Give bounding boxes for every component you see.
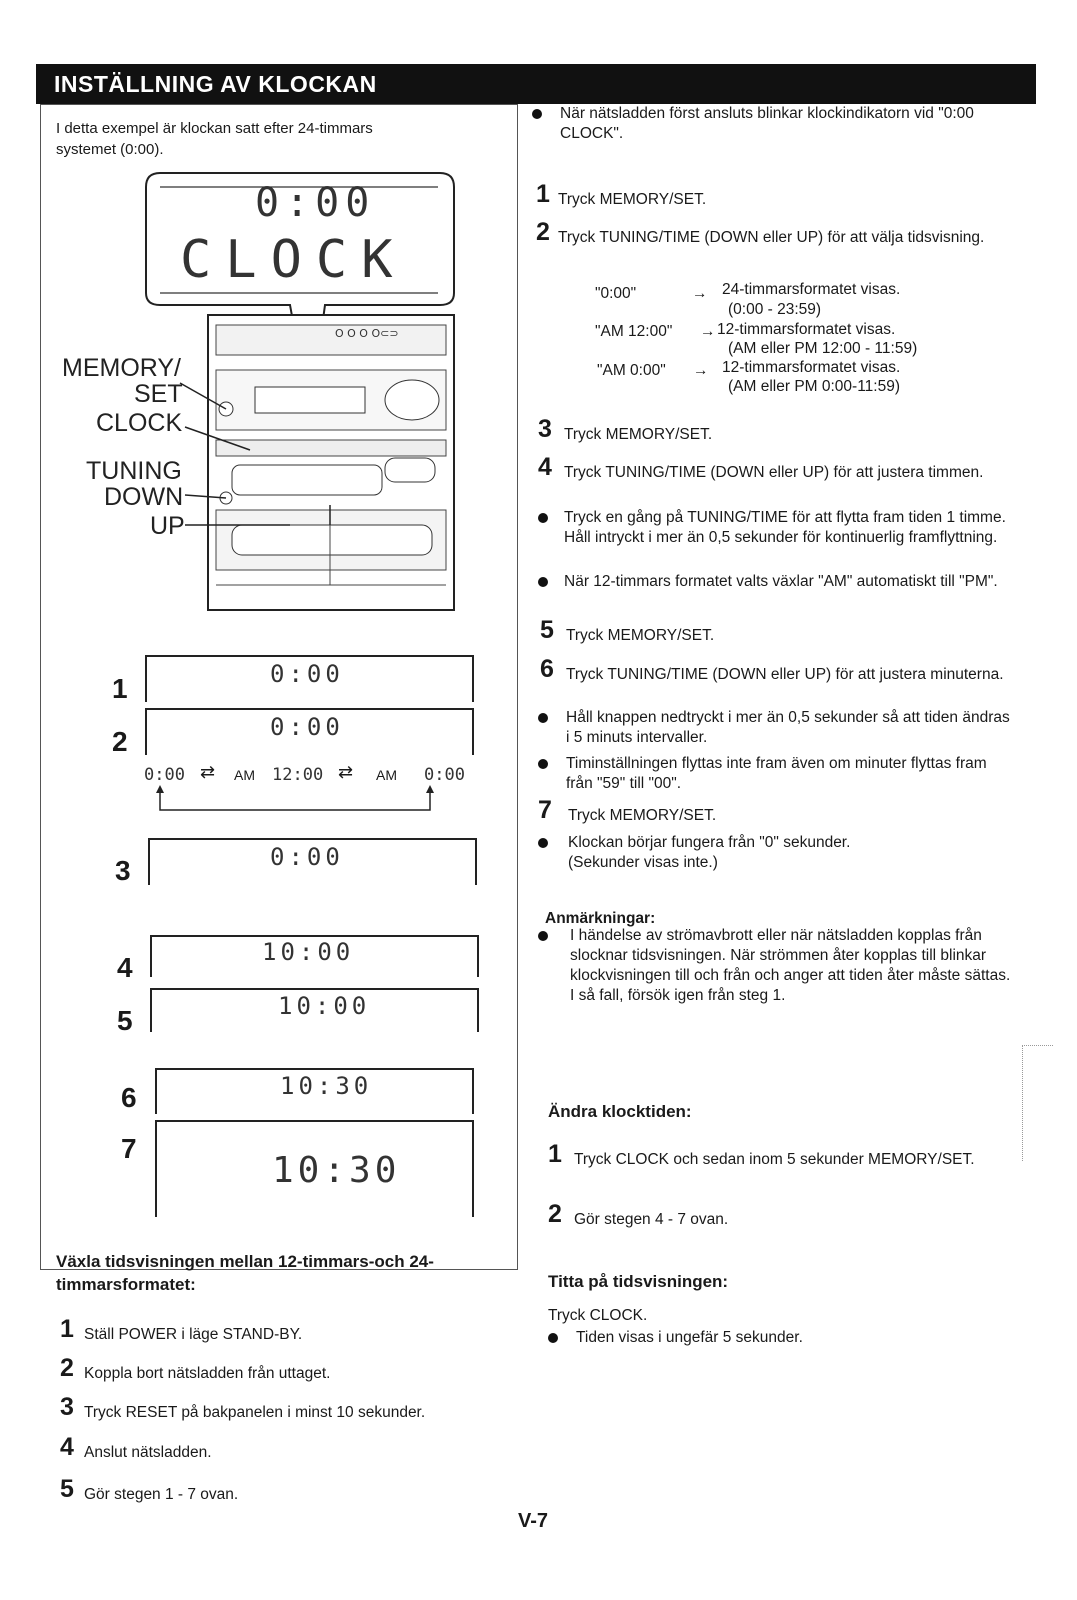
bullet-dot: [538, 838, 548, 848]
step-1-text: Tryck MEMORY/SET.: [558, 191, 707, 208]
page-title: INSTÄLLNING AV KLOCKAN: [54, 71, 377, 97]
step-5-num: 5: [540, 616, 554, 644]
view-time-bullet: [548, 1328, 1008, 1352]
bullet-dot: [538, 759, 548, 769]
step-6-bullet-2: [538, 754, 1018, 798]
format-0-code: "0:00": [595, 285, 637, 302]
figure-intro: I detta exempel är klockan satt efter 24-timmars systemet (0:00).: [56, 120, 373, 158]
step-7-bullet: [538, 833, 918, 877]
switch-format-heading: Växla tidsvisningen mellan 12-timmars-och 24-timmarsformatet:: [56, 1252, 434, 1294]
side-tab-mark: [1022, 1045, 1053, 1161]
fig-step-6-time: 10:30: [280, 1072, 373, 1100]
bullet-dot: [548, 1333, 558, 1343]
fig-step-2-num: 2: [112, 726, 128, 757]
step-4-text: Tryck TUNING/TIME (DOWN eller UP) för att justera timmen.: [564, 464, 984, 481]
change-step-1: [548, 1140, 1018, 1194]
step-2: [536, 218, 1016, 272]
view-time-heading: Titta på tidsvisningen:: [548, 1272, 729, 1291]
step-4-num: 4: [538, 453, 552, 481]
step-7: [538, 796, 1018, 830]
switch-step-2: [60, 1354, 520, 1390]
step-6-bullet-2-text: Timinställningen flyttas inte fram även om minuter flyttas fram från "59" till "00".: [566, 755, 987, 792]
change-step-2-num: 2: [548, 1200, 562, 1228]
bullet-dot: [538, 713, 548, 723]
step-1: [536, 180, 1016, 214]
big-display-time: 0:00: [255, 180, 376, 226]
switch-step-3: [60, 1393, 520, 1429]
intro-bullet-text: När nätsladden först ansluts blinkar klockindikatorn vid "0:00 CLOCK".: [560, 105, 974, 142]
bullet-dot: [538, 577, 548, 587]
switch-step-2-num: 2: [60, 1354, 74, 1382]
fig-step-2-time: 0:00: [270, 713, 344, 741]
page-number: V-7: [518, 1510, 549, 1532]
change-step-1-num: 1: [548, 1140, 562, 1168]
format-1-range: (AM eller PM 12:00 - 11:59): [728, 340, 918, 357]
fig-step-7-num: 7: [121, 1133, 137, 1164]
format-1-arrow: →: [700, 323, 716, 340]
label-clock: CLOCK: [96, 409, 183, 437]
format-2-desc: 12-timmarsformatet visas.: [722, 359, 901, 376]
step-4-bullet-2: [538, 572, 1018, 616]
step-3: [538, 415, 1018, 449]
switch-step-3-num: 3: [60, 1393, 74, 1421]
cycle-arrow-2: ⇄: [338, 762, 354, 782]
fig-step-1-time: 0:00: [270, 660, 344, 688]
change-step-1-text: Tryck CLOCK och sedan inom 5 sekunder MEMORY/SET.: [574, 1151, 975, 1168]
step-4: [538, 453, 1018, 507]
step-4-bullet-1-text: Tryck en gång på TUNING/TIME för att flytta fram tiden 1 timme. Håll intryckt i mer än 0,5 sekunder för kontinuerlig framflyttning.: [564, 509, 1006, 546]
step-7-num: 7: [538, 796, 552, 824]
bullet-dot: [538, 931, 548, 941]
cycle-return-arrow: [150, 785, 440, 815]
switch-step-5: [60, 1475, 520, 1511]
step-4-bullet-2-text: När 12-timmars formatet valts växlar "AM" automatiskt till "PM".: [564, 573, 998, 590]
fig-step-7-time: 10:30: [272, 1150, 401, 1191]
format-0-arrow: →: [692, 285, 708, 302]
step-2-num: 2: [536, 218, 550, 246]
step-6-bullet-1-text: Håll knappen nedtryckt i mer än 0,5 sekunder så att tiden ändras i 5 minuts intervaller.: [566, 709, 1010, 746]
step-4-bullet-1: [538, 508, 1018, 568]
notes-heading: Anmärkningar:: [545, 910, 656, 927]
step-3-num: 3: [538, 415, 552, 443]
switch-step-1-text: Ställ POWER i läge STAND-BY.: [84, 1326, 303, 1343]
change-step-2-text: Gör stegen 4 - 7 ovan.: [574, 1211, 729, 1228]
format-0-range: (0:00 - 23:59): [728, 301, 822, 318]
view-time-text: Tryck CLOCK.: [548, 1307, 648, 1324]
step-7-text: Tryck MEMORY/SET.: [568, 807, 717, 824]
label-tuning: TUNING: [86, 457, 182, 485]
bullet-dot: [532, 109, 542, 119]
format-2-arrow: →: [693, 362, 709, 379]
switch-step-4-text: Anslut nätsladden.: [84, 1444, 212, 1461]
cycle-a: 0:00: [144, 765, 185, 785]
svg-text:O O O O⊂⊃: O O O O⊂⊃: [335, 327, 399, 340]
switch-step-5-num: 5: [60, 1475, 74, 1503]
change-clock-heading: Ändra klocktiden:: [548, 1102, 692, 1121]
format-2-code: "AM 0:00": [597, 362, 666, 379]
step-3-text: Tryck MEMORY/SET.: [564, 426, 713, 443]
fig-step-5-time: 10:00: [278, 992, 371, 1020]
switch-step-3-text: Tryck RESET på bakpanelen i minst 10 sekunder.: [84, 1404, 426, 1421]
fig-step-6-num: 6: [121, 1082, 137, 1113]
step-1-num: 1: [536, 180, 550, 208]
step-6-num: 6: [540, 655, 554, 683]
label-up: UP: [150, 512, 185, 540]
cycle-arrow-1: ⇄: [200, 762, 216, 782]
fig-step-4-time: 10:00: [262, 938, 355, 966]
fig-step-3-num: 3: [115, 855, 131, 886]
change-step-2: [548, 1200, 1018, 1234]
bullet-dot: [538, 513, 548, 523]
switch-step-4: [60, 1433, 520, 1469]
notes-bullet-text: I händelse av strömavbrott eller när nätsladden kopplas från slocknar tidsvisningen. När strömmen åter kopplas till blinkar klockvisningen till och från och anger att tiden åter måste sättas. I så fall, försök igen från steg 1.: [570, 927, 1011, 1004]
step-6-bullet-1: [538, 708, 1018, 752]
notes-bullet: [538, 926, 1018, 1026]
step-2-text: Tryck TUNING/TIME (DOWN eller UP) för att välja tidsvisning.: [558, 229, 985, 246]
switch-step-1-num: 1: [60, 1315, 74, 1343]
fig-step-3-time: 0:00: [270, 843, 344, 871]
format-0-desc: 24-timmarsformatet visas.: [722, 281, 901, 298]
cycle-am-1: AM: [234, 767, 255, 783]
fig-step-5-num: 5: [117, 1005, 133, 1036]
intro-bullet: [532, 104, 1022, 148]
view-time-bullet-text: Tiden visas i ungefär 5 sekunder.: [576, 1329, 803, 1346]
label-memory-set: MEMORY/: [62, 354, 181, 382]
switch-step-5-text: Gör stegen 1 - 7 ovan.: [84, 1486, 239, 1503]
step-6-text: Tryck TUNING/TIME (DOWN eller UP) för att justera minuterna.: [566, 666, 1004, 683]
step-5-text: Tryck MEMORY/SET.: [566, 627, 715, 644]
step-7-bullet-text: Klockan börjar fungera från "0" sekunder. (Sekunder visas inte.): [568, 834, 851, 871]
big-display-clock: CLOCK: [180, 230, 407, 290]
fig-step-4-num: 4: [117, 952, 133, 983]
label-set: SET: [134, 380, 183, 408]
step-5: [540, 616, 1020, 650]
cycle-am-2: AM: [376, 767, 397, 783]
step-6: [540, 655, 1020, 709]
cycle-c: 0:00: [424, 765, 465, 785]
format-1-code: "AM 12:00": [595, 323, 673, 340]
switch-step-4-num: 4: [60, 1433, 74, 1461]
cycle-b: 12:00: [272, 765, 324, 785]
switch-step-2-text: Koppla bort nätsladden från uttaget.: [84, 1365, 331, 1382]
fig-step-1-num: 1: [112, 673, 128, 704]
switch-step-1: [60, 1315, 520, 1351]
format-2-range: (AM eller PM 0:00-11:59): [728, 378, 900, 395]
format-1-desc: 12-timmarsformatet visas.: [717, 321, 896, 338]
label-down: DOWN: [104, 483, 184, 511]
